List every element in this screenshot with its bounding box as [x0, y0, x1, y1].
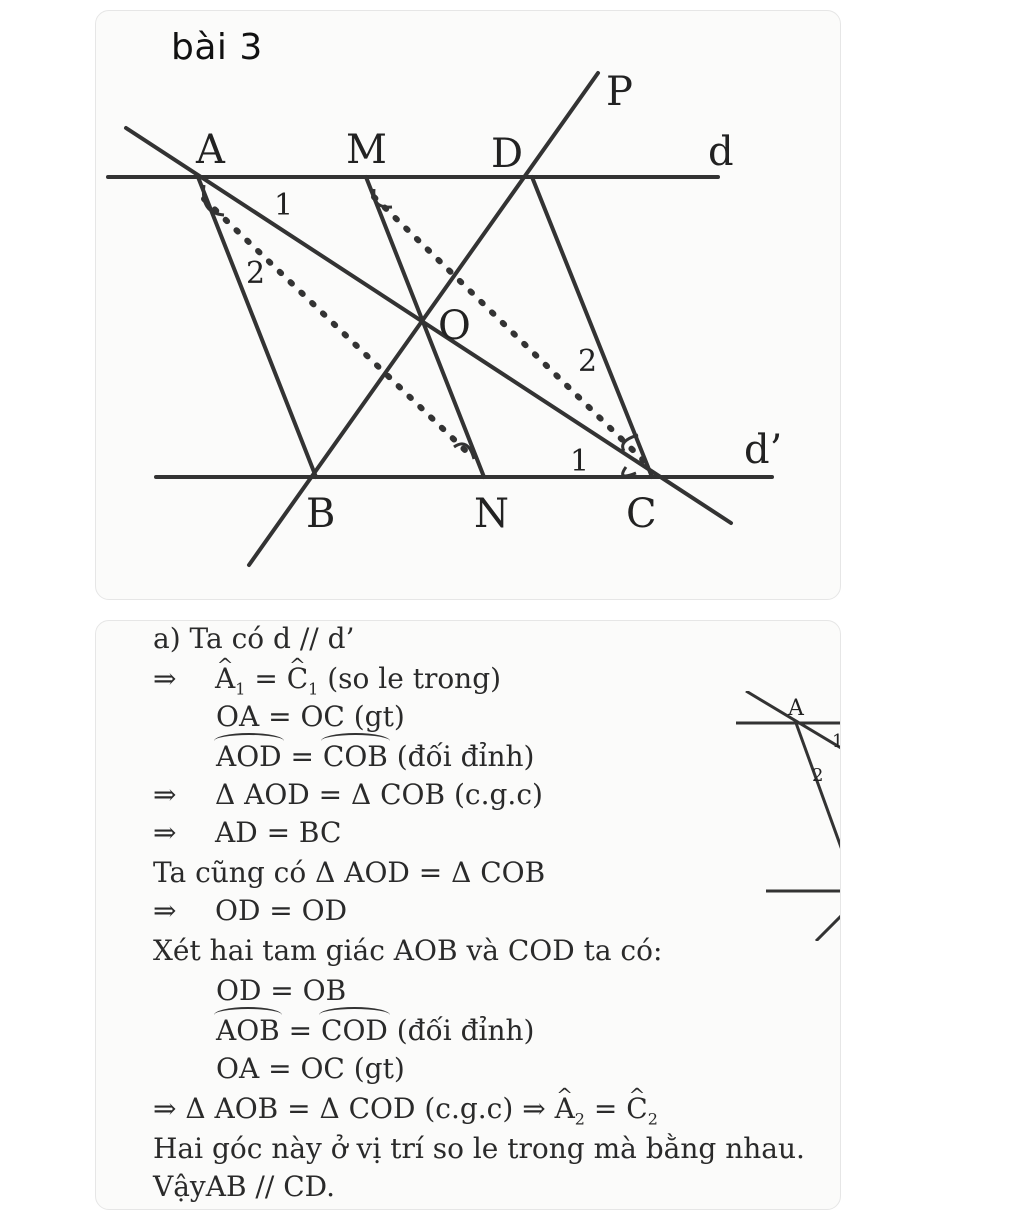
label-C: C	[626, 491, 657, 537]
angle-label-A1: 1	[274, 188, 294, 223]
proof-card	[95, 620, 844, 1210]
proof-line-1: a) Ta có d // d’	[153, 622, 355, 655]
subscript: 2	[647, 1109, 658, 1129]
angle-C: ^ C	[287, 663, 308, 695]
implies-arrow: ⇒	[153, 894, 177, 927]
proof-line-12: OA = OC (gt)	[216, 1052, 405, 1085]
line-AC	[126, 128, 731, 523]
note: (đối đỉnh)	[387, 1014, 535, 1047]
subscript: 1	[308, 679, 319, 699]
proof-line-7: Ta cũng có Δ AOD = Δ COB	[153, 856, 546, 889]
label-P: P	[606, 69, 633, 115]
implies-arrow: ⇒	[153, 662, 177, 695]
subscript: 1	[235, 679, 246, 699]
equals: =	[245, 662, 287, 695]
angle-label-A2: 2	[246, 256, 266, 291]
statement: AD = BC	[215, 816, 342, 849]
proof-line-9: Xét hai tam giác AOB và COD ta có:	[153, 934, 663, 967]
equals: =	[281, 740, 323, 773]
proof-line-5	[153, 779, 543, 811]
proof-line-4	[216, 741, 534, 773]
statement: OD = OD	[215, 894, 348, 927]
subscript: 2	[574, 1109, 585, 1129]
proof-line-13	[153, 1093, 658, 1136]
proof-line-6	[153, 817, 341, 849]
angle-COD: COD	[321, 1014, 388, 1047]
label-B: B	[306, 491, 336, 537]
label-d-prime: d’	[744, 427, 783, 473]
angle-label-C2: 2	[578, 344, 598, 379]
angle-AOD: AOD	[216, 740, 282, 773]
equals: =	[584, 1092, 627, 1125]
proof-line-15: VậyAB // CD.	[153, 1170, 335, 1203]
label-A: A	[196, 127, 225, 173]
proof-line-3: OA = OC (gt)	[216, 700, 405, 733]
exercise-title: bài 3	[171, 27, 263, 68]
angle-label-C1: 1	[570, 444, 590, 479]
label-d: d	[708, 129, 734, 175]
statement: Δ AOB = Δ COD (c.g.c) ⇒	[176, 1092, 555, 1125]
figure-card	[95, 10, 841, 600]
label-O: O	[438, 303, 471, 349]
angle-COB: COB	[322, 740, 388, 773]
label-D: D	[491, 131, 524, 177]
statement: Δ AOD = Δ COB (c.g.c)	[215, 778, 543, 811]
segment-AB	[198, 177, 316, 477]
angle-AOB: AOB	[216, 1014, 280, 1047]
label-M: M	[346, 127, 387, 173]
note: (đối đỉnh)	[387, 740, 535, 773]
proof-line-8	[153, 895, 347, 927]
inset-label-1: 1	[832, 731, 844, 752]
proof-line-10: OD = OB	[216, 974, 347, 1007]
geometry-figure	[96, 11, 841, 600]
proof-line-11	[216, 1015, 534, 1047]
angle-A: ^ A	[215, 663, 235, 695]
label-N: N	[474, 491, 509, 537]
note: (so le trong)	[318, 662, 502, 695]
implies-arrow: ⇒	[153, 816, 177, 849]
inset-label-2: 2	[812, 765, 824, 786]
proof-line-14: Hai góc này ở vị trí so le trong mà bằng nhau.	[153, 1132, 805, 1165]
angle-A2: ^ A	[555, 1093, 575, 1125]
implies-arrow: ⇒	[153, 1092, 177, 1125]
inset-label-A: A	[788, 696, 804, 721]
implies-arrow: ⇒	[153, 778, 177, 811]
angle-C2: ^ C	[626, 1093, 647, 1125]
inset-figure	[736, 691, 844, 941]
equals: =	[279, 1014, 322, 1047]
